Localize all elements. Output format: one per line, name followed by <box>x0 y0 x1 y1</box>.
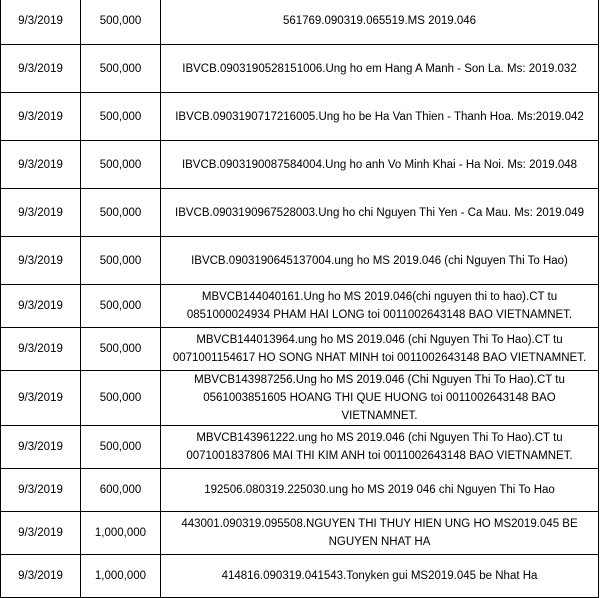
date-cell: 9/3/2019 <box>1 189 81 237</box>
amount-cell: 1,000,000 <box>81 555 161 598</box>
date-cell: 9/3/2019 <box>1 512 81 555</box>
amount-cell: 500,000 <box>81 285 161 328</box>
amount-cell: 500,000 <box>81 93 161 141</box>
table-row <box>1 237 599 285</box>
amount-cell: 500,000 <box>81 371 161 426</box>
table-row <box>1 189 599 237</box>
table-row <box>1 45 599 93</box>
amount-cell: 500,000 <box>81 189 161 237</box>
amount-cell: 500,000 <box>81 237 161 285</box>
description-cell: 561769.090319.065519.MS 2019.046 <box>161 0 599 45</box>
table-row <box>1 328 599 371</box>
date-cell: 9/3/2019 <box>1 45 81 93</box>
date-cell: 9/3/2019 <box>1 469 81 512</box>
amount-cell: 500,000 <box>81 45 161 93</box>
date-cell: 9/3/2019 <box>1 555 81 598</box>
amount-cell: 500,000 <box>81 0 161 45</box>
table-row <box>1 0 599 45</box>
table-row <box>1 512 599 555</box>
description-cell: MBVCB144040161.Ung ho MS 2019.046(chi nguyen thi to hao).CT tu 0851000024934 PHAM HAI LONG toi 0011002643148 BAO VIETNAMNET. <box>161 285 599 328</box>
table-row <box>1 469 599 512</box>
table-row <box>1 426 599 469</box>
table-row <box>1 93 599 141</box>
date-cell: 9/3/2019 <box>1 328 81 371</box>
table-row <box>1 141 599 189</box>
amount-cell: 500,000 <box>81 426 161 469</box>
description-cell: IBVCB.0903190645137004.ung ho MS 2019.046 (chi Nguyen Thi To Hao) <box>161 237 599 285</box>
table-row <box>1 555 599 598</box>
date-cell: 9/3/2019 <box>1 141 81 189</box>
date-cell: 9/3/2019 <box>1 0 81 45</box>
description-cell: IBVCB.0903190087584004.Ung ho anh Vo Minh Khai - Ha Noi. Ms: 2019.048 <box>161 141 599 189</box>
table-row <box>1 371 599 426</box>
amount-cell: 500,000 <box>81 328 161 371</box>
date-cell: 9/3/2019 <box>1 93 81 141</box>
amount-cell: 600,000 <box>81 469 161 512</box>
date-cell: 9/3/2019 <box>1 237 81 285</box>
description-cell: MBVCB144013964.ung ho MS 2019.046 (chi Nguyen Thi To Hao).CT tu 0071001154617 HO SONG NHAT MINH toi 0011002643148 BAO VIETNAMNET. <box>161 328 599 371</box>
description-cell: 414816.090319.041543.Tonyken gui MS2019.045 be Nhat Ha <box>161 555 599 598</box>
date-cell: 9/3/2019 <box>1 285 81 328</box>
amount-cell: 500,000 <box>81 141 161 189</box>
description-cell: IBVCB.0903190717216005.Ung ho be Ha Van Thien - Thanh Hoa. Ms:2019.042 <box>161 93 599 141</box>
table-row <box>1 285 599 328</box>
description-cell: IBVCB.0903190967528003.Ung ho chi Nguyen Thi Yen - Ca Mau. Ms: 2019.049 <box>161 189 599 237</box>
description-cell: MBVCB143987256.Ung ho MS 2019.046 (Chi Nguyen Thi To Hao).CT tu 0561003851605 HOANG THI QUE HUONG toi 0011002643148 BAO VIETNAMNET. <box>161 371 599 426</box>
date-cell: 9/3/2019 <box>1 426 81 469</box>
description-cell: 192506.080319.225030.ung ho MS 2019 046 chi Nguyen Thi To Hao <box>161 469 599 512</box>
date-cell: 9/3/2019 <box>1 371 81 426</box>
amount-cell: 1,000,000 <box>81 512 161 555</box>
description-cell: IBVCB.0903190528151006.Ung ho em Hang A Manh - Son La. Ms: 2019.032 <box>161 45 599 93</box>
description-cell: 443001.090319.095508.NGUYEN THI THUY HIEN UNG HO MS2019.045 BE NGUYEN NHAT HA <box>161 512 599 555</box>
description-cell: MBVCB143961222.ung ho MS 2019.046 (chi Nguyen Thi To Hao).CT tu 0071001837806 MAI THI KIM ANH toi 0011002643148 BAO VIETNAMNET. <box>161 426 599 469</box>
